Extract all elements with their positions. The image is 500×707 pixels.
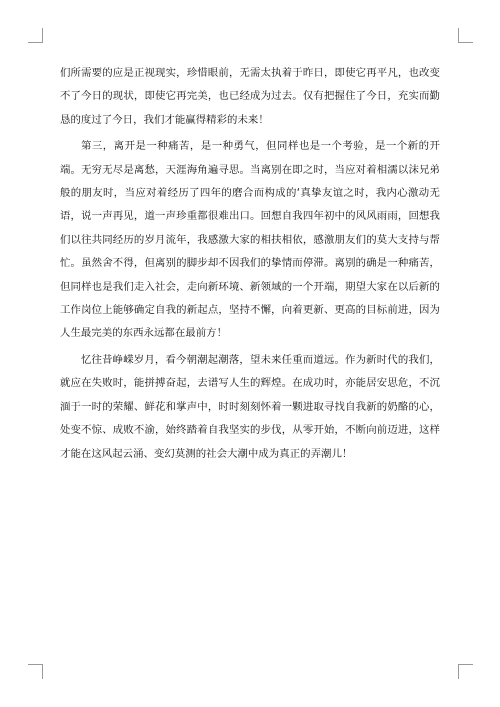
paragraph-2: 第三，离开是一种痛苦，是一种勇气，但同样也是一个考验，是一个新的开端。无穷无尽是离愁，天涯海角遍寻思。当离别在即之时，当应对着相濡以沫兄弟般的朋友时，当应对着经历了四年的磨合而构成的‘真挚友谊之时，我内心激动无语，说一声再见，道一声珍重都很难出口。回想自我四年初中的风风雨雨，回想我们以往共同经历的岁月流年，我感激大家的相扶相依，感激朋友们的莫大支持与帮忙。虽然舍不得，但离别的脚步却不因我们的挚情而停滞。离别的确是一种痛苦，但同样也是我们走入社会，走向新环境、新领域的一个开端，期望大家在以后新的工作岗位上能够确定自我的新起点，坚持不懈，向着更新、更高的目标前进，因为人生最完美的东西永远都在最前方！ — [60, 140, 440, 340]
top-left-margin-mark — [28, 28, 43, 43]
document-body — [60, 62, 440, 469]
paragraph-1: 们所需要的应是正视现实，珍惜眼前，无需太执着于昨日，即使它再平凡，也改变不了今日的现状，即使它再完美，也已经成为过去。仅有把握住了今日，充实而勤恳的度过了今日，我们才能赢得精彩的未来！ — [60, 67, 440, 126]
bottom-left-margin-mark — [28, 664, 43, 679]
bottom-right-margin-mark — [458, 664, 473, 679]
paragraph-3: 忆往昔峥嵘岁月，看今朝潮起潮落，望未来任重而道远。作为新时代的我们，就应在失败时，能拼搏奋起，去谱写人生的辉煌。在成功时，亦能居安思危，不沉湎于一时的荣耀、鲜花和掌声中，时时刻刻怀着一颗进取寻找自我新的奶酪的心，处变不惊、成败不渝，始终踏着自我坚实的步伐，从零开始，不断向前迈进，这样才能在这风起云涌、变幻莫测的社会大潮中成为真正的弄潮儿！ — [60, 353, 440, 460]
top-right-margin-mark — [458, 28, 473, 43]
